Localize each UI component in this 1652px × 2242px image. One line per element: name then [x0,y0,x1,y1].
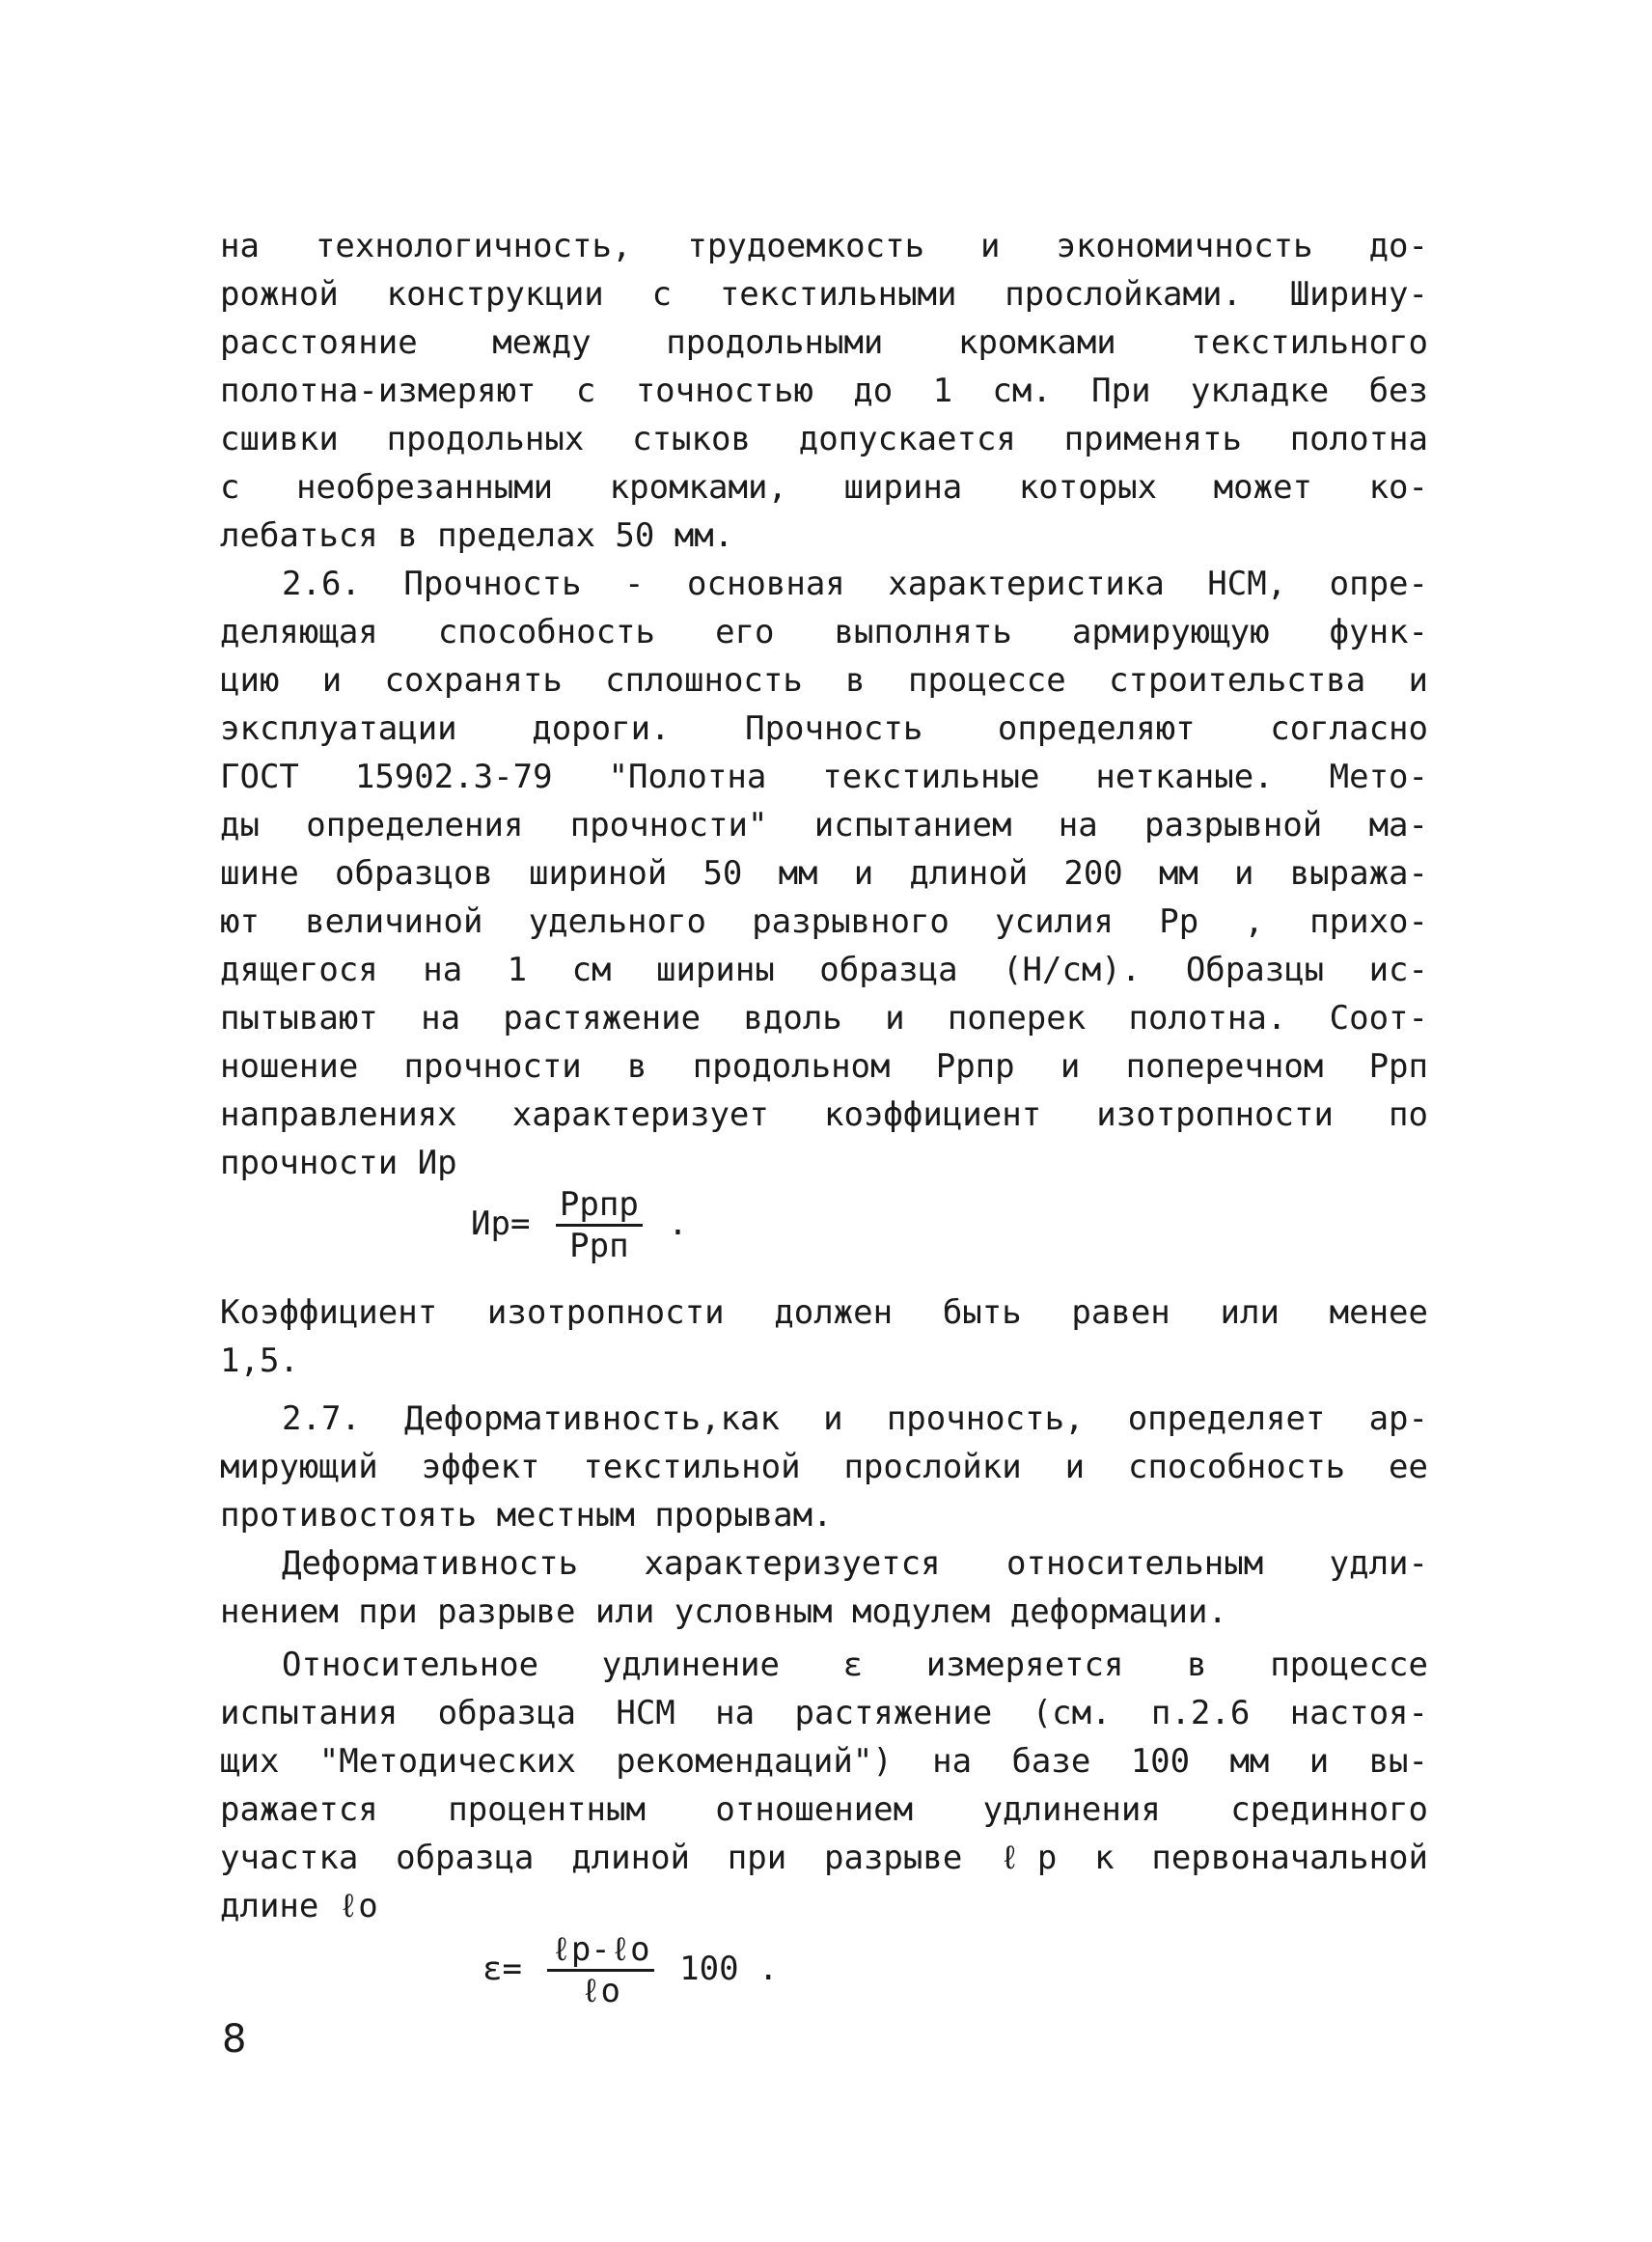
isotropy-formula [471,1185,688,1265]
formula-denominator: Pрп [569,1227,629,1265]
text-line: дящегося на 1 см ширины образца (Н/см). Образцы ис- [220,951,1428,989]
text-line: на технологичность, трудоемкость и экономичность до- [220,227,1428,265]
formula-denominator: ℓо [581,1972,620,2010]
formula-lhs: ε= [482,1950,522,1988]
text-line: мирующий эффект текстильной прослойки и способность ее [220,1448,1428,1486]
text-line: пытывают на растяжение вдоль и поперек полотна. Соот- [220,999,1428,1038]
text-line: полотна-измеряют с точностью до 1 см. При укладке без [220,372,1428,410]
text-line: расстояние между продольными кромками текстильного [220,323,1428,362]
formula-numerator: Pрпр [556,1185,643,1227]
text-line: противостоять местным прорывам. [220,1496,833,1535]
text-line: цию и сохранять сплошность в процессе строительства и [220,661,1428,700]
text-line: прочности Ир [220,1144,457,1182]
text-line: направлениях характеризует коэффициент изотропности по [220,1095,1428,1134]
text-line: лебаться в пределах 50 мм. [220,516,734,555]
formula-tail: . [668,1204,688,1243]
text-line: с необрезанными кромками, ширина которых может ко- [220,468,1428,507]
formula-lhs: Ир= [471,1204,531,1243]
paragraph-2 [220,560,1428,1187]
text-line: рожной конструкции с текстильными прослойками. Ширину- [220,275,1428,314]
text-line: участка образца длиной при разрыве ℓр к первоначальной [220,1839,1428,1877]
paragraph-4 [220,1395,1428,1539]
formula-tail: 100 . [679,1950,779,1988]
paragraph-1 [220,222,1428,560]
text-line: ношение прочности в продольном Pрпр и поперечном Pрп [220,1047,1428,1086]
text-line: сшивки продольных стыков допускается применять полотна [220,420,1428,458]
paragraph-5 [220,1539,1428,1636]
text-line: эксплуатации дороги. Прочность определяют согласно [220,709,1428,748]
text-line: шине образцов шириной 50 мм и длиной 200 мм и выража- [220,854,1428,893]
text-line: деляющая способность его выполнять армирующую функ- [220,613,1428,651]
paragraph-3 [220,1288,1428,1385]
text-line: длине ℓо [220,1887,378,1925]
paragraph-6 [220,1641,1428,1930]
text-line: Коэффициент изотропности должен быть равен или менее [220,1293,1428,1332]
text-line: ГОСТ 15902.3-79 "Полотна текстильные нетканые. Мето- [220,758,1428,796]
formula-fraction [547,1930,653,2010]
text-line: нением при разрыве или условным модулем деформации. [220,1592,1227,1631]
text-line: испытания образца НСМ на растяжение (см. п.2.6 настоя- [220,1694,1428,1732]
text-line: 2.7. Деформативность,как и прочность, определяет ар- [282,1399,1428,1438]
page-number: 8 [222,2017,247,2062]
text-line: 2.6. Прочность - основная характеристика НСМ, опре- [282,565,1428,603]
elongation-formula [482,1930,779,2010]
text-line: щих "Методических рекомендаций") на базе 100 мм и вы- [220,1742,1428,1781]
text-line: Относительное удлинение ε измеряется в процессе [282,1646,1428,1684]
formula-fraction [556,1185,643,1265]
text-line: ды определения прочности" испытанием на разрывной ма- [220,806,1428,844]
text-line: ют величиной удельного разрывного усилия Pр , прихо- [220,902,1428,941]
text-line: ражается процентным отношением удлинения срединного [220,1790,1428,1829]
text-line: Деформативность характеризуется относительным удли- [282,1544,1428,1583]
formula-numerator: ℓр-ℓо [547,1930,653,1972]
text-line: 1,5. [220,1342,299,1380]
